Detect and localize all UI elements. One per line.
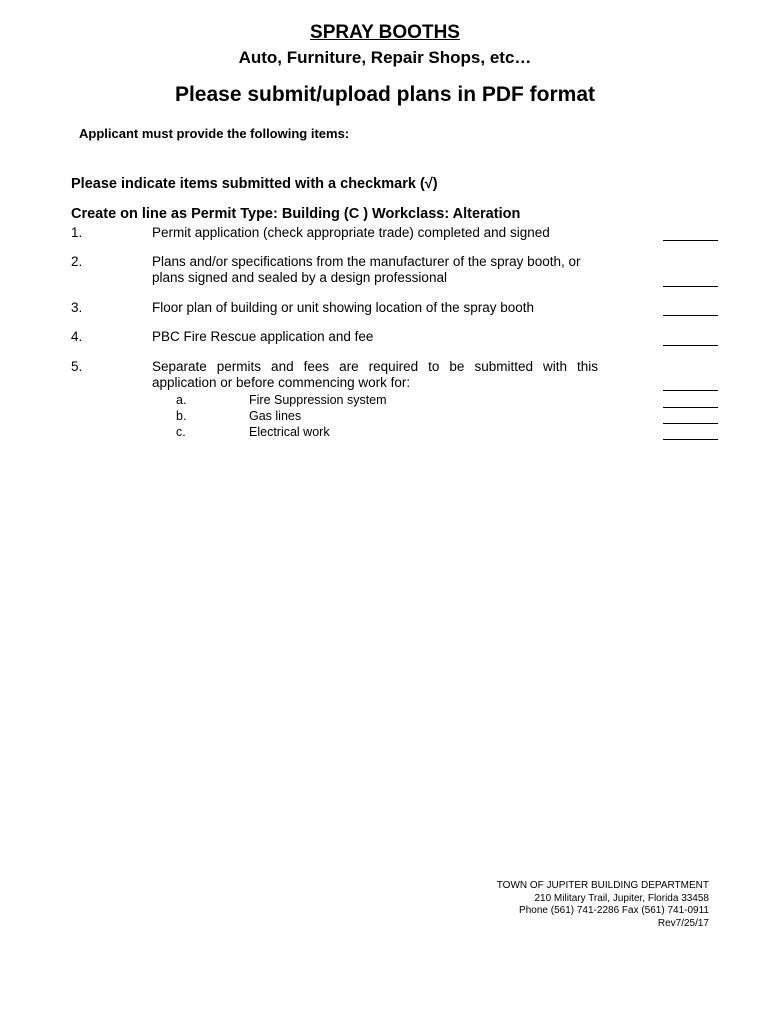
item-text: Permit application (check appropriate trade) completed and signed <box>152 225 550 240</box>
checkmark-blank-subitem-c[interactable] <box>663 439 718 440</box>
footer-revision: Rev7/25/17 <box>657 917 709 929</box>
item-number: 5. <box>71 359 83 374</box>
checkmark-instruction: Please indicate items submitted with a checkmark (√) <box>71 176 438 192</box>
department-footer <box>409 880 709 930</box>
subitem-text: Fire Suppression system <box>249 393 387 407</box>
footer-address: 210 Military Trail, Jupiter, Florida 33458 <box>534 892 709 904</box>
pdf-format-heading: Please submit/upload plans in PDF format <box>174 83 596 106</box>
checkmark-blank-item-3[interactable] <box>663 315 718 316</box>
footer-phone: Phone (561) 741-2286 Fax (561) 741-0911 <box>519 905 709 916</box>
permit-type-instruction: Create on line as Permit Type: Building (C ) Workclass: Alteration <box>71 206 521 222</box>
checkmark-blank-item-2[interactable] <box>663 286 718 287</box>
item-number: 4. <box>71 329 83 344</box>
document-title: SPRAY BOOTHS <box>310 22 460 43</box>
item-number: 1. <box>71 225 83 240</box>
subitem-letter: a. <box>176 393 187 407</box>
checkmark-blank-subitem-b[interactable] <box>663 423 718 424</box>
checkmark-blank-subitem-a[interactable] <box>663 407 718 408</box>
item-text: Floor plan of building or unit showing location of the spray booth <box>152 300 534 315</box>
checkmark-blank-item-4[interactable] <box>663 345 718 346</box>
item-text: PBC Fire Rescue application and fee <box>152 329 374 344</box>
subitem-text: Gas lines <box>249 409 302 423</box>
item-number: 3. <box>71 300 83 315</box>
item-text: Plans and/or specifications from the manufacturer of the spray booth, or plans signed and sealed by a design professional <box>152 254 581 285</box>
item-text: Separate permits and fees are required to be submitted with this application or before commencing work for: <box>152 359 598 390</box>
document-subtitle: Auto, Furniture, Repair Shops, etc… <box>238 48 532 67</box>
intro-text: Applicant must provide the following items: <box>79 126 350 141</box>
footer-department: TOWN OF JUPITER BUILDING DEPARTMENT <box>496 880 709 891</box>
checkmark-blank-item-5[interactable] <box>663 390 718 391</box>
subitem-letter: c. <box>176 425 186 439</box>
item-number: 2. <box>71 254 83 269</box>
checkmark-blank-item-1[interactable] <box>663 240 718 241</box>
subitem-letter: b. <box>176 409 187 423</box>
subitem-text: Electrical work <box>249 425 330 439</box>
